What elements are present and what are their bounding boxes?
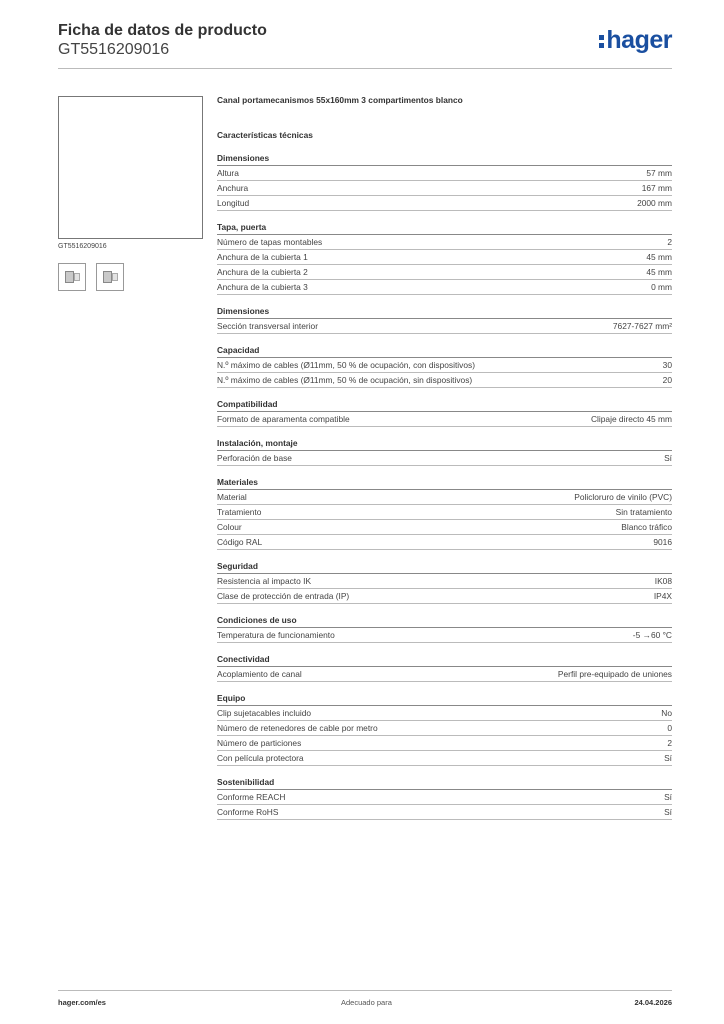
section-title: Instalación, montaje bbox=[217, 437, 672, 451]
spec-row bbox=[217, 280, 672, 295]
section-spacer bbox=[217, 550, 672, 560]
spec-content bbox=[217, 95, 672, 820]
spec-label: Clase de protección de entrada (IP) bbox=[217, 591, 350, 601]
tech-characteristics-title: Características técnicas bbox=[217, 130, 313, 140]
spec-value: No bbox=[661, 708, 672, 718]
section-title: Dimensiones bbox=[217, 152, 672, 166]
hager-logo bbox=[599, 26, 672, 55]
header-divider bbox=[58, 68, 672, 69]
section-spacer bbox=[217, 211, 672, 221]
spec-label: Formato de aparamenta compatible bbox=[217, 414, 350, 424]
spec-value: 167 mm bbox=[641, 183, 672, 193]
spec-row bbox=[217, 181, 672, 196]
spec-value: IK08 bbox=[654, 576, 672, 586]
spec-row bbox=[217, 574, 672, 589]
spec-row bbox=[217, 790, 672, 805]
spec-value: Sí bbox=[664, 753, 672, 763]
section-spacer bbox=[217, 334, 672, 344]
spec-row bbox=[217, 319, 672, 334]
spec-row bbox=[217, 490, 672, 505]
spec-label: Temperatura de funcionamiento bbox=[217, 630, 335, 640]
section-spacer bbox=[217, 682, 672, 692]
spec-label: Conforme REACH bbox=[217, 792, 286, 802]
section-title: Materiales bbox=[217, 476, 672, 490]
spec-label: Resistencia al impacto IK bbox=[217, 576, 312, 586]
spec-row bbox=[217, 166, 672, 181]
spec-label: N.º máximo de cables (Ø11mm, 50 % de ocupación, con dispositivos) bbox=[217, 360, 475, 370]
spec-label: Anchura de la cubierta 3 bbox=[217, 282, 308, 292]
spec-row bbox=[217, 805, 672, 820]
footer-divider bbox=[58, 990, 672, 991]
spec-value: IP4X bbox=[653, 591, 672, 601]
thumbnail-image-icon bbox=[103, 271, 112, 283]
spec-label: Número de tapas montables bbox=[217, 237, 323, 247]
spec-sections bbox=[217, 142, 672, 820]
spec-value: 2000 mm bbox=[637, 198, 672, 208]
product-image bbox=[58, 96, 203, 239]
thumbnail-image-icon bbox=[65, 271, 74, 283]
section-spacer bbox=[217, 142, 672, 152]
spec-label: Número de particiones bbox=[217, 738, 302, 748]
section-title: Tapa, puerta bbox=[217, 221, 672, 235]
spec-value: -5 →60 °C bbox=[632, 630, 672, 640]
spec-value: 20 bbox=[662, 375, 672, 385]
spec-row bbox=[217, 250, 672, 265]
product-name: Canal portamecanismos 55x160mm 3 compartimentos blanco bbox=[217, 95, 463, 105]
spec-row bbox=[217, 520, 672, 535]
section-spacer bbox=[217, 466, 672, 476]
spec-value: Sí bbox=[664, 807, 672, 817]
spec-label: Sección transversal interior bbox=[217, 321, 319, 331]
section-title: Seguridad bbox=[217, 560, 672, 574]
page-title: Ficha de datos de producto bbox=[58, 22, 267, 39]
spec-row bbox=[217, 706, 672, 721]
page-header bbox=[58, 22, 672, 68]
spec-value: 57 mm bbox=[646, 168, 672, 178]
spec-row bbox=[217, 751, 672, 766]
spec-row bbox=[217, 589, 672, 604]
footer-center-text: Adecuado para bbox=[341, 998, 392, 1007]
logo-text: hager bbox=[606, 26, 672, 54]
spec-row bbox=[217, 721, 672, 736]
spec-row bbox=[217, 373, 672, 388]
spec-row bbox=[217, 628, 672, 643]
spec-row bbox=[217, 196, 672, 211]
spec-label: Número de retenedores de cable por metro bbox=[217, 723, 378, 733]
spec-value: 45 mm bbox=[646, 252, 672, 262]
section-spacer bbox=[217, 643, 672, 653]
spec-label: Material bbox=[217, 492, 247, 502]
spec-value: 9016 bbox=[653, 537, 672, 547]
spec-label: Anchura de la cubierta 1 bbox=[217, 252, 308, 262]
spec-value: Sí bbox=[664, 792, 672, 802]
spec-label: Altura bbox=[217, 168, 239, 178]
section-title: Condiciones de uso bbox=[217, 614, 672, 628]
thumbnail-detail-icon bbox=[74, 273, 80, 281]
spec-value: Policloruro de vinilo (PVC) bbox=[574, 492, 672, 502]
logo-dots-icon bbox=[599, 33, 604, 49]
spec-label: Longitud bbox=[217, 198, 250, 208]
spec-label: Perforación de base bbox=[217, 453, 292, 463]
spec-value: Sin tratamiento bbox=[615, 507, 672, 517]
thumbnail-2[interactable] bbox=[96, 263, 124, 291]
section-title: Compatibilidad bbox=[217, 398, 672, 412]
section-title: Conectividad bbox=[217, 653, 672, 667]
spec-label: Código RAL bbox=[217, 537, 263, 547]
spec-value: 30 bbox=[662, 360, 672, 370]
footer-website-link[interactable]: hager.com/es bbox=[58, 998, 106, 1007]
spec-row bbox=[217, 412, 672, 427]
section-spacer bbox=[217, 427, 672, 437]
spec-label: Tratamiento bbox=[217, 507, 262, 517]
spec-value: 2 bbox=[667, 237, 672, 247]
spec-label: Anchura de la cubierta 2 bbox=[217, 267, 308, 277]
spec-row bbox=[217, 451, 672, 466]
section-spacer bbox=[217, 388, 672, 398]
spec-label: N.º máximo de cables (Ø11mm, 50 % de ocupación, sin dispositivos) bbox=[217, 375, 473, 385]
thumbnail-1[interactable] bbox=[58, 263, 86, 291]
spec-row bbox=[217, 667, 672, 682]
spec-value: 7627-7627 mm² bbox=[612, 321, 672, 331]
spec-value: 2 bbox=[667, 738, 672, 748]
section-spacer bbox=[217, 295, 672, 305]
section-spacer bbox=[217, 766, 672, 776]
footer-date: 24.04.2026 bbox=[634, 998, 672, 1007]
product-code: GT5516209016 bbox=[58, 41, 170, 58]
spec-row bbox=[217, 358, 672, 373]
section-title: Capacidad bbox=[217, 344, 672, 358]
spec-label: Conforme RoHS bbox=[217, 807, 279, 817]
spec-value: 0 mm bbox=[651, 282, 672, 292]
spec-value: 45 mm bbox=[646, 267, 672, 277]
spec-value: Perfil pre-equipado de uniones bbox=[557, 669, 672, 679]
spec-row bbox=[217, 265, 672, 280]
spec-value: Sí bbox=[664, 453, 672, 463]
spec-label: Anchura bbox=[217, 183, 249, 193]
section-spacer bbox=[217, 604, 672, 614]
section-title: Dimensiones bbox=[217, 305, 672, 319]
spec-row bbox=[217, 736, 672, 751]
spec-label: Acoplamiento de canal bbox=[217, 669, 302, 679]
spec-label: Clip sujetacables incluido bbox=[217, 708, 312, 718]
spec-value: Clipaje directo 45 mm bbox=[591, 414, 672, 424]
spec-label: Colour bbox=[217, 522, 242, 532]
spec-row bbox=[217, 505, 672, 520]
spec-label: Con película protectora bbox=[217, 753, 304, 763]
spec-row bbox=[217, 535, 672, 550]
section-title: Sostenibilidad bbox=[217, 776, 672, 790]
spec-value: Blanco tráfico bbox=[621, 522, 672, 532]
section-title: Equipo bbox=[217, 692, 672, 706]
spec-row bbox=[217, 235, 672, 250]
image-caption: GT5516209016 bbox=[58, 243, 107, 250]
spec-value: 0 bbox=[667, 723, 672, 733]
thumbnail-detail-icon bbox=[112, 273, 118, 281]
